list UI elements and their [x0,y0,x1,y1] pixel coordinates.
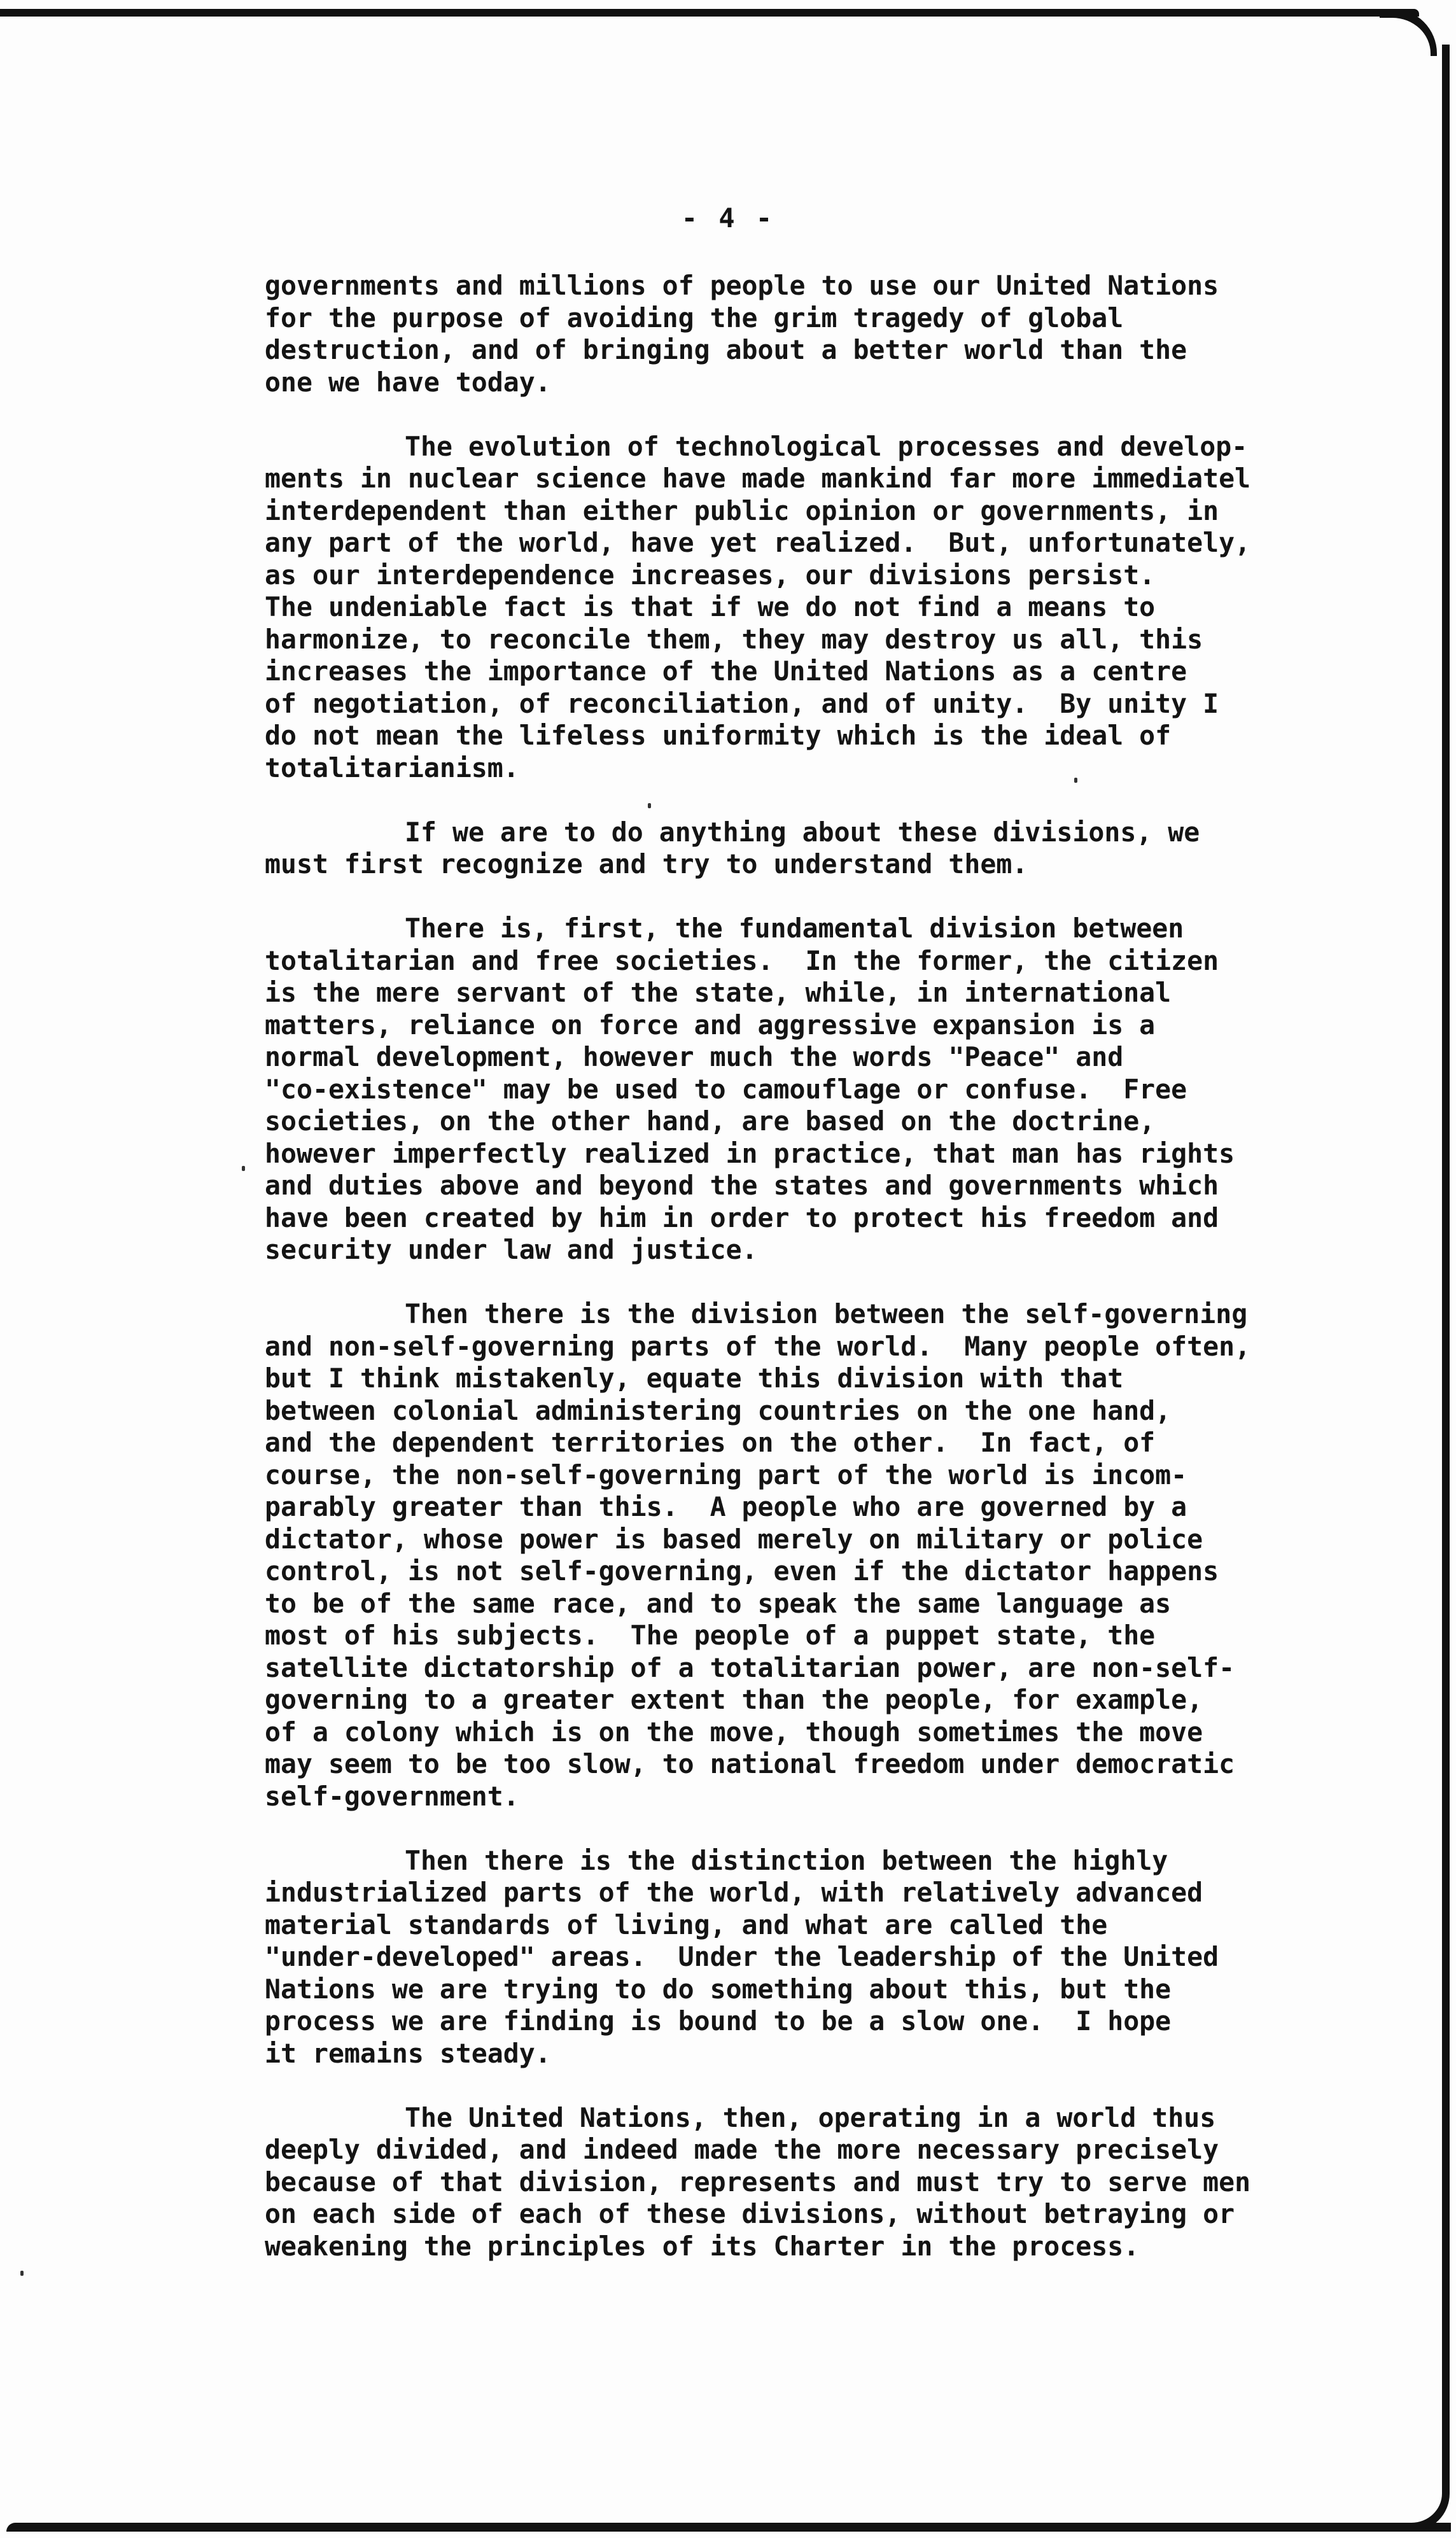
text-line: totalitarianism. [265,752,519,783]
text-line: totalitarian and free societies. In the former, the citizen [265,944,1219,976]
scan-speck [242,1166,245,1171]
text-line: Nations we are trying to do something about this, but the [265,1973,1172,2005]
text-line: "co-existence" may be used to camouflage or confuse. Free [265,1073,1187,1105]
text-line: interdependent than either public opinion or governments, in [265,494,1219,526]
text-line: Then there is the distinction between the highly [405,1844,1168,1876]
text-line: There is, first, the fundamental division between [405,913,1184,944]
paragraph-2 [265,431,1423,785]
text-line: parably greater than this. A people who are governed by a [265,1491,1187,1522]
text-line: control, is not self-governing, even if the dictator happens [265,1555,1219,1587]
text-line: The evolution of technological processes and develop- [405,430,1248,462]
text-line: however imperfectly realized in practice, that man has rights [265,1137,1235,1169]
text-line: deeply divided, and indeed made the more necessary precisely [265,2134,1219,2165]
text-line: as our interdependence increases, our divisions persist. [265,559,1156,591]
text-line: most of his subjects. The people of a puppet state, the [265,1620,1156,1651]
text-line: course, the non-self-governing part of the world is incom- [265,1459,1187,1490]
text-line: The undeniable fact is that if we do not find a means to [265,591,1156,622]
text-line: and duties above and beyond the states and governments which [265,1170,1219,1201]
text-line: increases the importance of the United Nations as a centre [265,656,1187,687]
paragraph-7 [265,2102,1423,2263]
page-border-bottom [6,2523,1451,2532]
text-line: any part of the world, have yet realized. But, unfortunately, [265,527,1251,558]
body-text [265,270,1423,2295]
text-line: for the purpose of avoiding the grim tragedy of global [265,302,1124,333]
text-line: have been created by him in order to protect his freedom and [265,1202,1219,1233]
text-line: harmonize, to reconcile them, they may destroy us all, this [265,623,1203,655]
text-line: it remains steady. [265,2037,551,2069]
page-border-top [0,9,1419,17]
text-line: may seem to be too slow, to national freedom under democratic [265,1748,1235,1779]
paragraph-1 [265,270,1423,398]
text-line: because of that division, represents and must try to serve men [265,2166,1251,2198]
text-line: ments in nuclear science have made mankind far more immediatel [265,463,1251,494]
text-line: weakening the principles of its Charter in the process. [265,2230,1140,2262]
text-line: dictator, whose power is based merely on military or police [265,1523,1203,1555]
page-border-corner-top-right [1380,9,1437,56]
text-line: and non-self-governing parts of the world. Many people often, [265,1330,1251,1362]
text-line: satellite dictatorship of a totalitarian power, are non-self- [265,1651,1235,1683]
text-line: Then there is the division between the self-governing [405,1298,1248,1329]
text-line: but I think mistakenly, equate this division with that [265,1363,1124,1394]
text-line: If we are to do anything about these divisions, we [405,816,1200,848]
text-line: between colonial administering countries on the one hand, [265,1394,1172,1426]
text-line: one we have today. [265,366,551,398]
text-line: normal development, however much the words "Peace" and [265,1041,1124,1072]
text-line: destruction, and of bringing about a better world than the [265,334,1187,365]
page-number: - 4 - [681,202,775,234]
paragraph-4 [265,913,1423,1266]
text-line: is the mere servant of the state, while, in international [265,977,1172,1008]
text-line: The United Nations, then, operating in a world thus [405,2101,1216,2133]
text-line: industrialized parts of the world, with relatively advanced [265,1877,1203,1908]
text-line: security under law and justice. [265,1234,758,1265]
text-line: matters, reliance on force and aggressive expansion is a [265,1009,1156,1041]
text-line: of a colony which is on the move, though sometimes the move [265,1716,1203,1748]
text-line: and the dependent territories on the other. In fact, of [265,1427,1156,1458]
text-line: must first recognize and try to understand them. [265,848,1028,880]
paragraph-6 [265,1845,1423,2070]
text-line: governing to a greater extent than the people, for example, [265,1684,1203,1715]
text-line: governments and millions of people to use our United Nations [265,270,1219,301]
text-line: do not mean the lifeless uniformity which is the ideal of [265,720,1172,751]
page-border-right [1442,45,1450,2488]
scan-speck [20,2271,24,2276]
text-line: on each side of each of these divisions, without betraying or [265,2198,1235,2229]
text-line: material standards of living, and what are called the [265,1909,1108,1940]
paragraph-5 [265,1298,1423,1812]
text-line: self-government. [265,1780,519,1812]
text-line: to be of the same race, and to speak the same language as [265,1587,1172,1619]
paragraph-3 [265,817,1423,881]
text-line: of negotiation, of reconciliation, and of unity. By unity I [265,687,1219,719]
text-line: societies, on the other hand, are based on the doctrine, [265,1105,1156,1137]
text-line: process we are finding is bound to be a slow one. I hope [265,2005,1172,2037]
text-line: "under-developed" areas. Under the leadership of the United [265,1941,1219,1972]
